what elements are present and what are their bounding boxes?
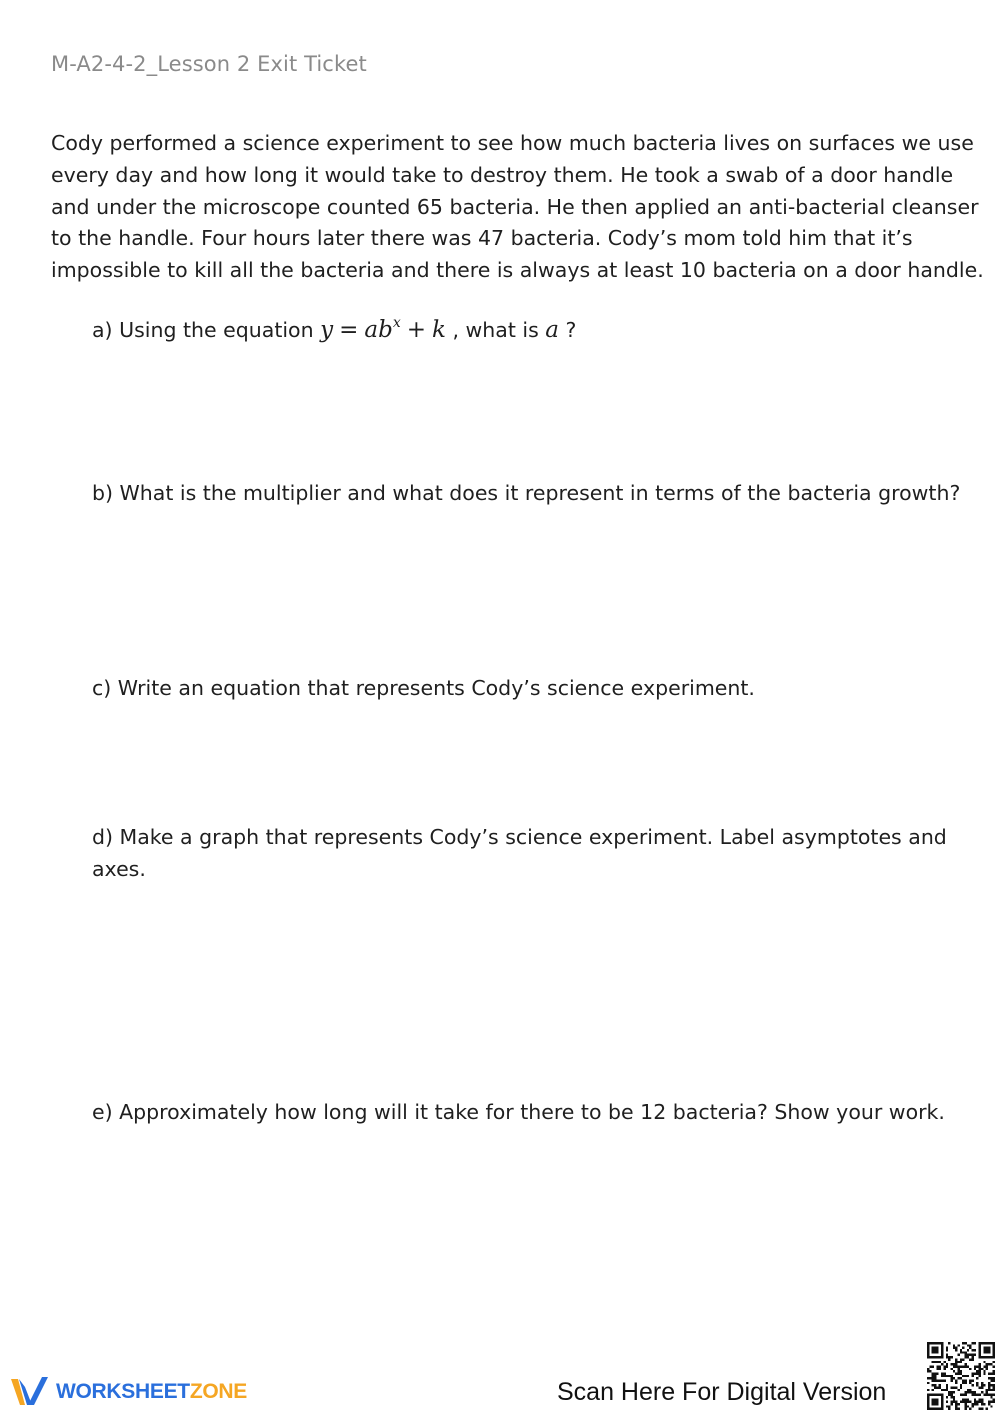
question-a [92, 315, 972, 347]
problem-intro: Cody performed a science experiment to see how much bacteria lives on surfaces we use every day and how long it would take to destroy them. He took a swab of a door handle and under the microscope counted 65 bacteria. He then applied an anti-bacterial cleanser to the handle. Four hours later there was 47 bacteria. Cody’s mom told him that it’s impossible to kill all the bacteria and there is always at least 10 bacteria on a door handle. [51, 131, 984, 283]
scan-caption: Scan Here For Digital Version [557, 1378, 887, 1406]
question-a-prefix: a) Using the equation [92, 318, 321, 342]
question-a-suffix: , what is [445, 318, 546, 342]
question-a-end: ? [559, 318, 577, 342]
question-d: d) Make a graph that represents Cody’s science experiment. Label asymptotes and axes. [92, 825, 947, 881]
worksheetzone-logo-icon [10, 1375, 50, 1409]
variable-a: a [545, 317, 559, 343]
question-b: b) What is the multiplier and what does it represent in terms of the bacteria growth? [92, 481, 961, 505]
logo-word-worksheet: WORKSHEET [56, 1380, 190, 1403]
logo-text [56, 1380, 247, 1404]
equation-formula: $y = ab^x + k$ [320, 315, 446, 343]
logo-word-zone: ZONE [189, 1380, 247, 1403]
question-c: c) Write an equation that represents Cody’s science experiment. [92, 676, 755, 700]
worksheetzone-logo [10, 1374, 247, 1410]
qr-code-icon[interactable] [927, 1342, 995, 1410]
page-title: M-A2-4-2_Lesson 2 Exit Ticket [51, 52, 367, 76]
question-e: e) Approximately how long will it take for there to be 12 bacteria? Show your work. [92, 1100, 945, 1124]
